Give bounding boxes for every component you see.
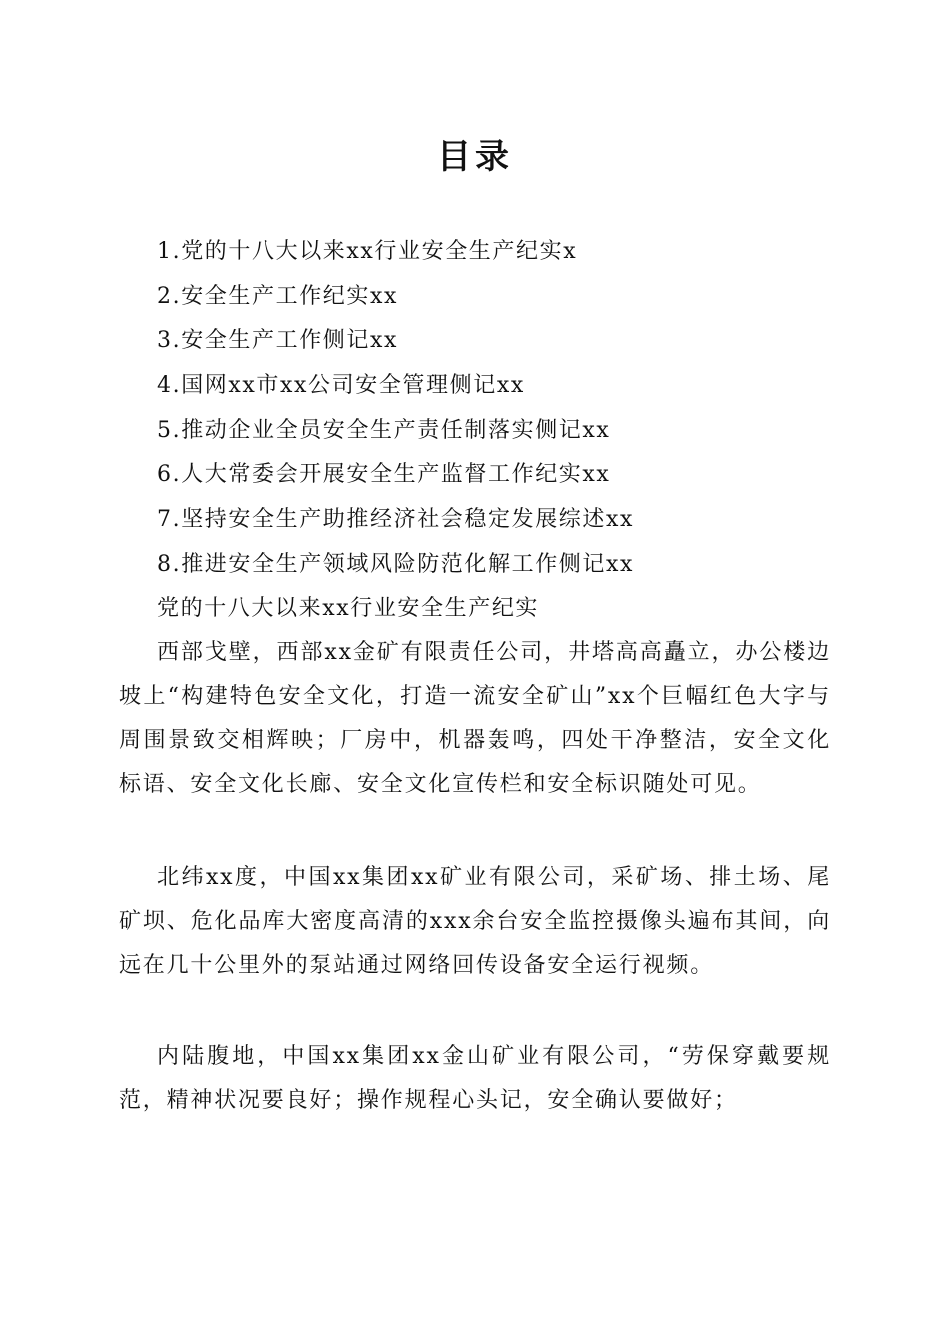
section-title: 党的十八大以来xx行业安全生产纪实: [157, 596, 540, 621]
page-title: 目录: [437, 137, 513, 177]
toc-item-8: 8.推进安全生产领域风险防范化解工作侧记xx: [157, 551, 635, 577]
body-paragraph-3: 内陆腹地，中国xx集团xx金山矿业有限公司，“劳保穿戴要规范，精神状况要良好；操作规程心头记，安全确认要做好；: [119, 1044, 831, 1113]
toc-item-7: 7.坚持安全生产助推经济社会稳定发展综述xx: [157, 507, 635, 533]
toc-item-4: 4.国网xx市xx公司安全管理侧记xx: [157, 373, 525, 399]
toc-item-1: 1.党的十八大以来xx行业安全生产纪实x: [157, 239, 578, 264]
table-of-contents: [157, 230, 857, 588]
toc-item-2: 2.安全生产工作纪实xx: [157, 283, 399, 309]
toc-item-3: 3.安全生产工作侧记xx: [157, 328, 399, 354]
toc-item-5: 5.推动企业全员安全生产责任制落实侧记xx: [157, 417, 611, 443]
body-paragraph-1: 西部戈壁，西部xx金矿有限责任公司，井塔高高矗立，办公楼边坡上“构建特色安全文化，打造一流安全矿山”xx个巨幅红色大字与周围景致交相辉映；厂房中，机器轰鸣，四处干净整洁，安全文化标语、安全文化长廊、安全文化宣传栏和安全标识随处可见。: [119, 640, 831, 797]
toc-item-6: 6.人大常委会开展安全生产监督工作纪实xx: [157, 462, 611, 488]
body-paragraph-2: 北纬xx度，中国xx集团xx矿业有限公司，采矿场、排土场、尾矿坝、危化品库大密度高清的xxx余台安全监控摄像头遍布其间，向远在几十公里外的泵站通过网络回传设备安全运行视频。: [119, 865, 831, 978]
